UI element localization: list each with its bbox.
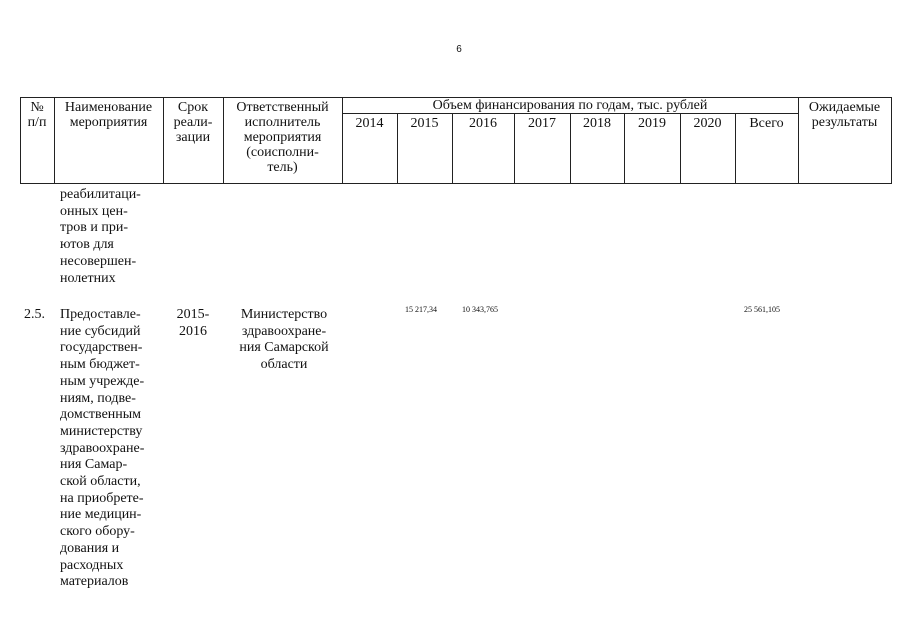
header-bottom-border bbox=[20, 183, 892, 184]
header-results: Ожидаемые результаты bbox=[808, 100, 881, 130]
continued-row-name: реабилитаци- онных цен- тров и при- ютов для несовершен- нолетних bbox=[60, 187, 141, 286]
year-2019: 2019 bbox=[638, 116, 666, 131]
header-name: Наименование мероприятия bbox=[64, 100, 153, 130]
amount-total: 25 561,105 bbox=[744, 305, 780, 314]
year-2018: 2018 bbox=[583, 116, 611, 131]
row-name: Предоставле- ние субсидий государствен- ным бюджет- ным учрежде- ниям, подве- домственным министерству здравоохране- ния Самар- ской области, на приобрете- ние медицин- ского обору- дования и расходных материалов bbox=[60, 307, 145, 590]
year-total: Всего bbox=[749, 116, 784, 131]
year-2015: 2015 bbox=[410, 116, 439, 131]
year-2014: 2014 bbox=[355, 116, 384, 131]
header-num: № п/п bbox=[27, 100, 47, 130]
col-border bbox=[891, 97, 892, 184]
row-term: 2015- 2016 bbox=[176, 307, 210, 339]
year-2017: 2017 bbox=[528, 116, 556, 131]
amount-2015: 15 217,34 bbox=[405, 305, 437, 314]
header-executor: Ответственный исполнитель мероприятия (соисполни- тель) bbox=[236, 100, 329, 175]
row-executor: Министерство здравоохране- ния Самарской области bbox=[239, 307, 329, 373]
year-2016: 2016 bbox=[469, 116, 497, 131]
page-number: 6 bbox=[456, 44, 462, 55]
header-term: Срок реали- зации bbox=[173, 100, 213, 145]
header-funding: Объем финансирования по годам, тыс. рублей bbox=[432, 98, 708, 113]
amount-2016: 10 343,765 bbox=[462, 305, 498, 314]
year-2020: 2020 bbox=[693, 116, 722, 131]
row-number: 2.5. bbox=[24, 307, 45, 322]
